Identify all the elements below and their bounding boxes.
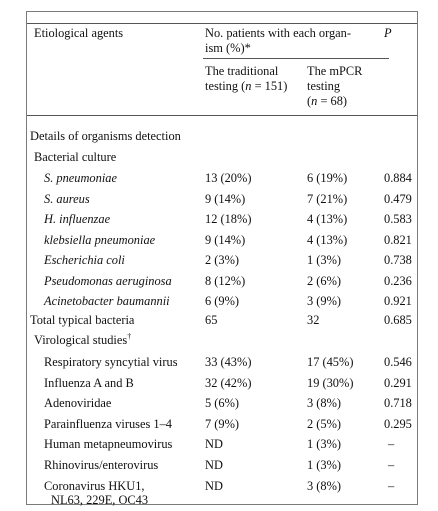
coronavirus-p: – — [388, 479, 395, 493]
row-name: klebsiella pneumoniae — [44, 232, 156, 247]
row-traditional: 33 (43%) — [205, 355, 252, 369]
row-mpcr: 4 (13%) — [307, 212, 348, 226]
header-mpcr-line2: testing — [307, 79, 341, 93]
row-traditional: 12 (18%) — [205, 212, 252, 226]
row-mpcr: 1 (3%) — [307, 437, 342, 451]
section-details: Details of organisms detection — [30, 129, 181, 143]
row-traditional: 2 (3%) — [205, 253, 240, 267]
header-mpcr-line1: The mPCR — [307, 64, 363, 78]
row-traditional: 13 (20%) — [205, 171, 252, 185]
row-p: 0.718 — [384, 396, 412, 410]
row-name: Rhinovirus/enterovirus — [44, 457, 159, 472]
row-name: Escherichia coli — [44, 253, 125, 267]
row-mpcr: 3 (8%) — [307, 396, 342, 410]
row-mpcr: 4 (13%) — [307, 232, 348, 247]
section-virological: Virological studies† — [34, 331, 132, 347]
row-traditional: 6 (9%) — [205, 294, 240, 308]
row-traditional: 7 (9%) — [205, 416, 240, 431]
row-p: 0.236 — [384, 273, 412, 288]
total-p: 0.685 — [384, 313, 412, 327]
row-mpcr: 2 (6%) — [307, 273, 342, 288]
row-mpcr: 17 (45%) — [307, 355, 354, 369]
coronavirus-name-line1: Coronavirus HKU1, — [44, 479, 145, 493]
section-bacterial-culture: Bacterial culture — [34, 150, 117, 164]
total-name: Total typical bacteria — [30, 313, 135, 327]
row-mpcr: 2 (5%) — [307, 416, 342, 431]
row-mpcr: 3 (9%) — [307, 294, 342, 308]
header-group-line1: No. patients with each organ- — [205, 26, 352, 40]
row-p: 0.821 — [384, 232, 412, 247]
row-mpcr: 19 (30%) — [307, 375, 354, 390]
row-mpcr: 7 (21%) — [307, 191, 348, 206]
row-name: Pseudomonas aeruginosa — [44, 273, 172, 288]
row-traditional: 9 (14%) — [205, 191, 246, 206]
row-traditional: ND — [205, 457, 223, 472]
row-name: Adenoviridae — [44, 396, 112, 410]
row-name: Parainfluenza viruses 1–4 — [44, 416, 172, 431]
coronavirus-name-line2: NL63, 229E, OC43 — [51, 493, 149, 507]
row-name: Influenza A and B — [44, 375, 134, 390]
row-name: Human metapneumovirus — [44, 437, 173, 451]
row-p: 0.546 — [384, 355, 412, 369]
header-bottom-rule — [27, 115, 417, 116]
header-group-line2: ism (%)* — [205, 41, 251, 55]
row-name: Respiratory syncytial virus — [44, 355, 178, 369]
organism-detection-table — [26, 11, 418, 505]
top-rule — [27, 23, 417, 24]
header-mpcr-line3: (n = 68) — [307, 94, 348, 108]
coronavirus-traditional: ND — [205, 479, 223, 493]
row-name: S. pneumoniae — [44, 171, 117, 185]
coronavirus-mpcr: 3 (8%) — [307, 479, 342, 493]
row-mpcr: 1 (3%) — [307, 253, 342, 267]
row-p: – — [388, 437, 395, 451]
row-name: S. aureus — [44, 191, 90, 206]
row-p: 0.921 — [384, 294, 412, 308]
group-rule — [203, 58, 389, 59]
row-p: 0.295 — [384, 416, 412, 431]
row-p: 0.583 — [384, 212, 412, 226]
row-mpcr: 1 (3%) — [307, 457, 342, 472]
row-traditional: ND — [205, 437, 223, 451]
row-name: H. influenzae — [44, 212, 111, 226]
row-p: 0.884 — [384, 171, 412, 185]
row-traditional: 9 (14%) — [205, 232, 246, 247]
row-p: 0.479 — [384, 191, 412, 206]
row-traditional: 32 (42%) — [205, 375, 252, 390]
header-p: P — [384, 26, 392, 40]
row-mpcr: 6 (19%) — [307, 171, 348, 185]
header-etiological-agents: Etiological agents — [34, 26, 124, 40]
total-traditional: 65 — [205, 313, 218, 327]
total-mpcr: 32 — [307, 313, 320, 327]
row-traditional: 5 (6%) — [205, 396, 240, 410]
header-traditional-line1: The traditional — [205, 64, 279, 78]
row-p: – — [388, 457, 395, 472]
row-p: 0.738 — [384, 253, 412, 267]
header-traditional-line2: testing (n = 151) — [205, 79, 288, 93]
row-traditional: 8 (12%) — [205, 273, 246, 288]
row-name: Acinetobacter baumannii — [44, 294, 170, 308]
row-p: 0.291 — [384, 375, 412, 390]
